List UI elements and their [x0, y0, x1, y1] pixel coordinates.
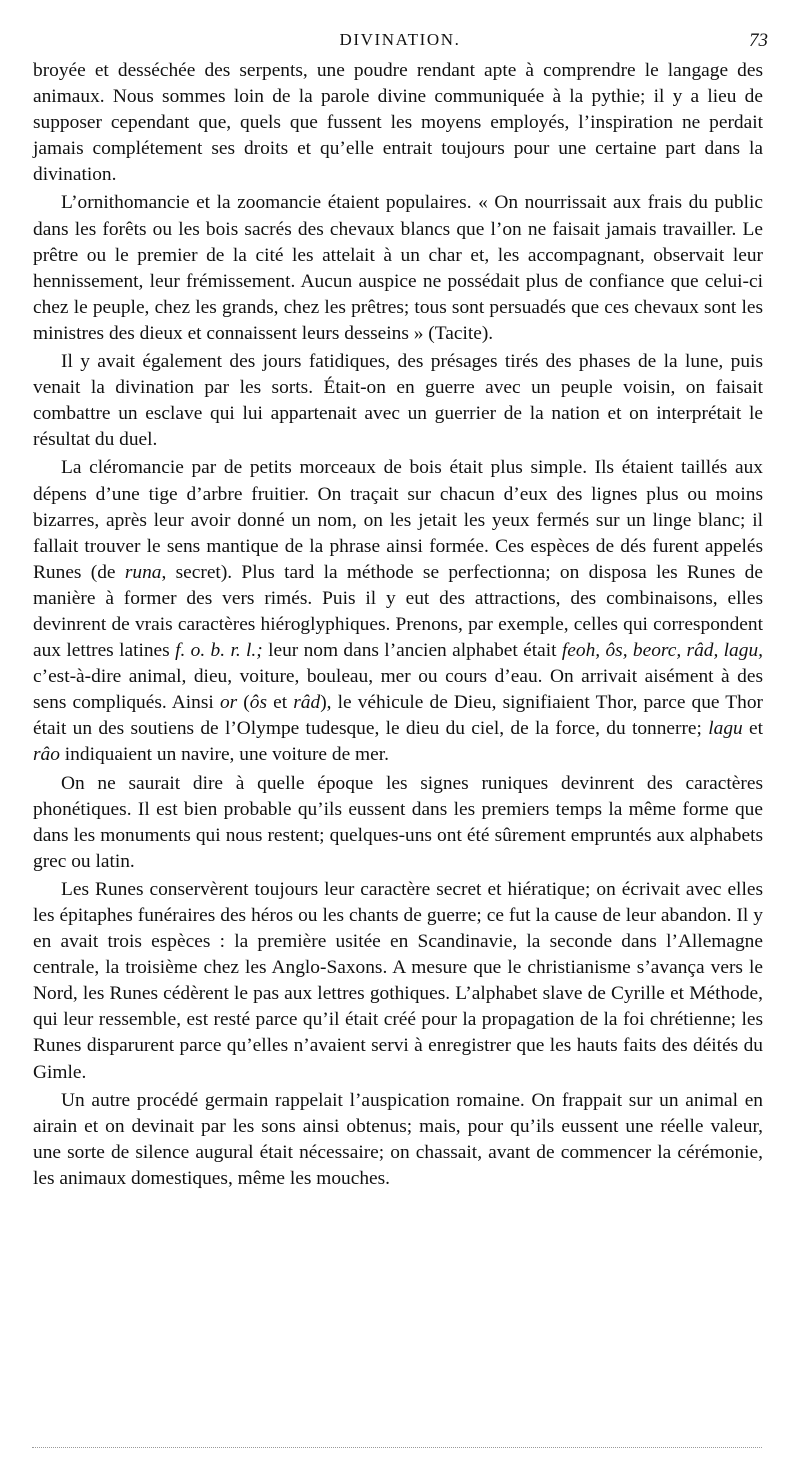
paragraph — [33, 455, 763, 768]
paragraph — [33, 58, 763, 188]
italic-term: râd — [293, 692, 321, 714]
page-number: 73 — [749, 30, 768, 51]
text-run: Un autre procédé germain rappelait l’auspication romaine. On frappait sur un animal en airain et on devinait par les sons ainsi obtenus; mais, pour qu’ils eussent une réelle valeur, une sorte de silence augural était nécessaire; on chassait, avant de commencer la cérémonie, les animaux domestiques, même les mouches. — [33, 1089, 763, 1189]
italic-term: râo — [33, 744, 60, 766]
text-run: , secret). Plus tard la méthode se perfectionna; on disposa les Runes de manière à former des vers rimés. Puis il y eut des attractions, des combinaisons, elles devinrent de vrais caractères hiéroglyphiques. Prenons, par exemple, celles qui correspondent aux lettres latines — [33, 561, 763, 662]
text-run: leur nom dans l’ancien alphabet était — [262, 640, 562, 662]
text-run: ( — [237, 692, 250, 714]
italic-term: feoh, ôs, beorc, râd, lagu, — [561, 640, 763, 662]
paragraph — [33, 349, 763, 453]
text-run: ), le véhicule de Dieu, signifiaient Thor, parce que Thor était un des soutiens de l’Olympe tudesque, le dieu du ciel, de la force, du tonnerre; — [33, 692, 763, 740]
italic-term: runa — [124, 561, 162, 583]
running-head — [0, 30, 800, 56]
bottom-dotted-rule — [32, 1447, 762, 1448]
text-run: broyée et desséchée des serpents, une poudre rendant apte à comprendre le langage des animaux. Nous sommes loin de la parole divine communiquée à la pythie; il y a lieu de supposer cependant que, quels que fussent les moyens employés, l’inspiration ne perdait jamais complétement ses droits et qu’elle entrait toujours pour une certaine part dans la divination. — [33, 60, 763, 186]
text-run: L’ornithomancie et la zoomancie étaient populaires. « On nourrissait aux frais du public dans les forêts ou les bois sacrés des chevaux blancs que l’on ne faisait jamais travailler. Le prêtre ou le premier de la cité les attelait à un char et, les accompagnant, observait leur hennissement, leur frémissement. Aucun auspice ne possédait plus de confiance que celui-ci chez le peuple, chez les grands, chez les prêtres; tous sont persuadés que ces chevaux sont les ministres des dieux et connaissent leurs desseins » (Tacite). — [33, 192, 763, 344]
paragraph — [33, 771, 763, 875]
paragraph — [33, 1088, 763, 1192]
italic-term: or — [219, 692, 238, 714]
italic-term: ôs — [249, 692, 268, 714]
italic-term: f. o. b. r. l.; — [175, 640, 263, 662]
italic-term: lagu — [708, 718, 743, 740]
text-run: c’est-à-dire animal, dieu, voiture, bouleau, mer ou cours d’eau. On arrivait aisément à des sens compliqués. Ainsi — [33, 666, 763, 714]
text-run: La cléromancie par de petits morceaux de bois était plus simple. Ils étaient taillés aux dépens d’une tige d’arbre fruitier. On traçait sur chacun d’eux des lignes plus ou moins bizarres, après leur avoir donné un nom, on les jetait les yeux fermés sur un linge blanc; il fallait trouver le sens mantique de la phrase ainsi formée. Ces espèces de dés furent appelés Runes (de — [33, 457, 763, 583]
text-run: et — [267, 692, 294, 714]
body-text — [33, 58, 763, 1192]
text-run: indiquaient un navire, une voiture de mer. — [59, 744, 389, 766]
text-run: et — [742, 718, 764, 740]
running-title: DIVINATION. — [339, 30, 461, 49]
text-run: Les Runes conservèrent toujours leur caractère secret et hiératique; on écrivait avec elles les épitaphes funéraires des héros ou les chants de guerre; ce fut la cause de leur abandon. Il y en avait trois espèces : la première usitée en Scandinavie, la seconde dans l’Allemagne centrale, la troisième chez les Anglo-Saxons. A mesure que le christianisme s’avança vers le Nord, les Runes cédèrent le pas aux lettres gothiques. L’alphabet slave de Cyrille et Méthode, qui leur ressemble, est resté parce qu’il était créé pour la propagation de la foi chrétienne; les Runes disparurent parce qu’elles n’avaient servi à enregistrer que les hauts faits des déités du Gimle. — [33, 878, 763, 1083]
text-run: Il y avait également des jours fatidiques, des présages tirés des phases de la lune, puis venait la divination par les sorts. Était-on en guerre avec un peuple voisin, on faisait combattre un esclave qui lui appartenait avec un guerrier de la nation et on interprétait le résultat du duel. — [33, 351, 763, 451]
paragraph — [33, 877, 763, 1086]
paragraph — [33, 190, 763, 347]
text-run: On ne saurait dire à quelle époque les signes runiques devinrent des caractères phonétiques. Il est bien probable qu’ils eussent dans les premiers temps la même forme que dans les monuments qui nous restent; quelques-uns ont été sûrement empruntés aux alphabets grec ou latin. — [33, 772, 763, 872]
